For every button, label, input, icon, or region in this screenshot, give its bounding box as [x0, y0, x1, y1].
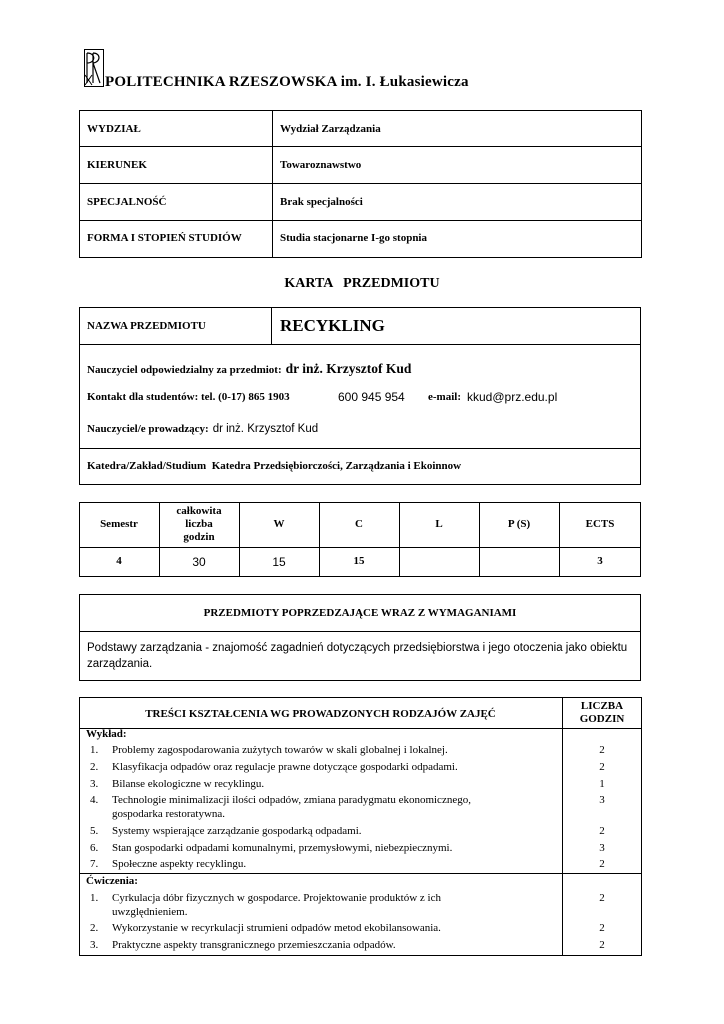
info-label-major: KIERUNEK — [87, 159, 147, 171]
exercise-num: 2. — [90, 922, 99, 934]
lecture-num: 4. — [90, 794, 99, 806]
hours-value-c: 15 — [353, 555, 365, 567]
lecture-hours: 2 — [599, 744, 605, 756]
contact-phone: 600 945 954 — [338, 390, 405, 404]
info-value-faculty: Wydział Zarządzania — [280, 123, 381, 135]
lecture-hours: 2 — [599, 858, 605, 870]
email-link[interactable]: kkud@prz.edu.pl — [467, 390, 558, 404]
lecture-num: 5. — [90, 825, 99, 837]
info-label-study-form: FORMA I STOPIEŃ STUDIÓW — [87, 232, 242, 244]
lecture-item-continued: gospodarka restoratywna. — [112, 808, 226, 820]
hours-header-p: P (S) — [507, 518, 531, 530]
lecture-num: 6. — [90, 842, 99, 854]
lecture-num: 2. — [90, 761, 99, 773]
content-hours-header-2: GODZIN — [579, 713, 625, 725]
lecture-hours: 3 — [599, 842, 605, 854]
card-title: KARTA PRZEDMIOTU — [284, 276, 440, 291]
hours-header-l: L — [435, 518, 443, 530]
department: Katedra/Zakład/Studium Katedra Przedsiębiorczości, Zarządzania i Ekoinnow — [87, 460, 462, 472]
lecture-item: Społeczne aspekty recyklingu. — [112, 858, 247, 870]
info-label-faculty: WYDZIAŁ — [87, 123, 141, 135]
hours-header-total: całkowita liczba godzin — [176, 505, 222, 543]
hours-value-ects: 3 — [597, 555, 603, 567]
exercise-item: Praktyczne aspekty transgranicznego przemieszczania odpadów. — [112, 939, 396, 951]
hours-value-total: 30 — [192, 555, 206, 569]
lecture-num: 3. — [90, 778, 99, 790]
hours-header-w: W — [273, 518, 285, 530]
content-title: TREŚCI KSZTAŁCENIA WG PROWADZONYCH RODZAJÓW ZAJĘĆ — [145, 708, 496, 720]
university-logo — [84, 49, 104, 87]
email-label: e-mail: — [428, 391, 461, 403]
lecture-num: 7. — [90, 858, 99, 870]
hours-value-w: 15 — [272, 555, 286, 569]
exercise-hours: 2 — [599, 939, 605, 951]
exercise-item: Cyrkulacja dóbr fizycznych w gospodarce. Projektowanie produktów z ich — [112, 892, 441, 904]
exercise-label: Ćwiczenia: — [86, 875, 138, 887]
lecture-item: Technologie minimalizacji ilości odpadów, zmiana paradygmatu ekonomicznego, — [112, 794, 471, 806]
hours-value-semester: 4 — [116, 555, 122, 567]
university-name: POLITECHNIKA RZESZOWSKA im. I. Łukasiewicza — [105, 74, 469, 90]
hours-header-c: C — [355, 518, 363, 530]
lecture-item: Problemy zagospodarowania zużytych towarów w skali globalnej i lokalnej. — [112, 744, 448, 756]
lecture-item: Klasyfikacja odpadów oraz regulacje prawne dotyczące gospodarki odpadami. — [112, 761, 458, 773]
lecture-hours: 1 — [599, 778, 605, 790]
exercise-num: 3. — [90, 939, 99, 951]
info-value-specialty: Brak specjalności — [280, 196, 363, 208]
exercise-num: 1. — [90, 892, 99, 904]
lecture-item: Stan gospodarki odpadami komunalnymi, przemysłowymi, niebezpiecznymi. — [112, 842, 453, 854]
hours-header-ects: ECTS — [585, 518, 615, 530]
contact-label: Kontakt dla studentów: tel. (0-17) 865 1903 — [87, 391, 290, 403]
lecture-hours: 2 — [599, 761, 605, 773]
exercise-hours: 2 — [599, 922, 605, 934]
exercise-item-continued: uwzględnieniem. — [112, 906, 188, 918]
hours-header-semester: Semestr — [100, 518, 138, 530]
lecture-item: Bilanse ekologiczne w recyklingu. — [112, 778, 265, 790]
lecture-item: Systemy wspierające zarządzanie gospodarką odpadami. — [112, 825, 362, 837]
responsible-label: Nauczyciel odpowiedzialny za przedmiot: — [87, 364, 282, 376]
responsible-teacher — [87, 360, 411, 378]
prerequisites-text: Podstawy zarządzania - znajomość zagadnień dotyczących przedsiębiorstwa i jego otoczenia jako obiektu zarządzania. — [87, 642, 628, 670]
info-value-study-form: Studia stacjonarne I-go stopnia — [280, 232, 427, 244]
teachers-label: Nauczyciel/e prowadzący: — [87, 423, 209, 435]
lecture-num: 1. — [90, 744, 99, 756]
content-hours-header-1: LICZBA — [580, 700, 624, 712]
lecture-label: Wykład: — [86, 728, 127, 740]
teachers-value: dr inż. Krzysztof Kud — [212, 423, 319, 435]
prerequisites-title: PRZEDMIOTY POPRZEDZAJĄCE WRAZ Z WYMAGANIAMI — [203, 607, 517, 619]
exercise-item: Wykorzystanie w recyrkulacji strumieni odpadów metod ekobilansowania. — [112, 922, 441, 934]
info-value-major: Towaroznawstwo — [280, 159, 362, 171]
teachers — [87, 419, 318, 437]
lecture-hours: 3 — [599, 794, 605, 806]
responsible-value: dr inż. Krzysztof Kud — [285, 361, 412, 376]
lecture-hours: 2 — [599, 825, 605, 837]
subject-name-value: RECYKLING — [280, 316, 385, 335]
exercise-hours: 2 — [599, 892, 605, 904]
subject-name-label: NAZWA PRZEDMIOTU — [87, 320, 206, 332]
info-label-specialty: SPECJALNOŚĆ — [87, 196, 167, 208]
